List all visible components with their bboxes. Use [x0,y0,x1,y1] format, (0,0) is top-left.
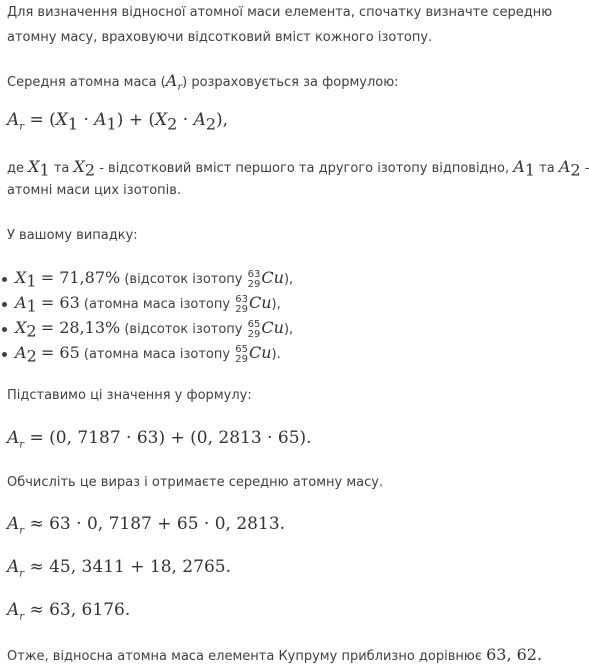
formula-intro-before: Середня атомна маса ( [7,75,166,90]
compute-intro: Обчисліть це вираз і отримаєте середню атомну масу. [7,475,384,490]
formula-intro [7,70,399,94]
conclusion-value: 63, 62. [486,645,543,664]
main-formula: $A_r = (X_1 \cdot A_1) + (X_2 \cdot A_2)$, [7,110,229,134]
conclusion-text: Отже, відносна атомна маса елемента Купруму приблизно дорівнює [7,649,487,664]
explanation-line-2: атомні маси цих ізотопів. [7,183,182,198]
ar-symbol: $A_r$ [165,71,183,94]
explanation-part-5: - [580,161,589,176]
substitute-intro: Підставимо ці значення у формулу: [7,388,252,403]
bullet-dot [2,277,7,282]
bullet-a2: $A_2 = 65$ (атомна маса ізотопу 65 29Cu). [0,342,281,366]
intro-line-2: атомну масу, враховуючи відсотковий вміст кожного ізотопу. [7,30,433,45]
step-1: $A_r \approx 63 \cdot 0$, 7187 + 65 · 0, 2813. [7,514,286,537]
explanation-part-3: - відсотковий вміст першого та другого ізотопу відповідно, [95,161,514,176]
bullet-x2: $X_2 = 28,13\%$ (відсоток ізотопу 65 29Cu), [0,317,293,341]
bullet-dot [2,352,7,357]
explanation-part-1: де [7,161,29,176]
bullet-a1: $A_1 = 63$ (атомна маса ізотопу 63 29Cu), [0,292,281,316]
explanation-line-1: де $X_1$ та $X_2$ - відсотковий вміст першого та другого ізотопу відповідно, $A_1$ та $A_2$ - [7,157,589,180]
step-3: $A_r \approx 63$, 6176. [7,600,131,623]
bullet-dot [2,302,7,307]
bullet-x1: $X_1 = 71,87\%$ (відсоток ізотопу 63 29Cu), [0,267,293,291]
substituted-formula: $A_r = (0$, 7187 · 63) + (0, 2813 · 65). [7,428,312,451]
step-2: $A_r \approx 45$, 3411 + 18, 2765. [7,557,231,580]
formula-intro-after: ) розраховується за формулою: [182,75,399,90]
case-intro: У вашому випадку: [7,228,138,243]
intro-line-1: Для визначення відносної атомної маси елемента, спочатку визначте середню [7,5,553,20]
conclusion [7,644,542,668]
bullet-dot [2,327,7,332]
explanation-part-2: та [49,161,74,176]
explanation-part-4: та [535,161,559,176]
